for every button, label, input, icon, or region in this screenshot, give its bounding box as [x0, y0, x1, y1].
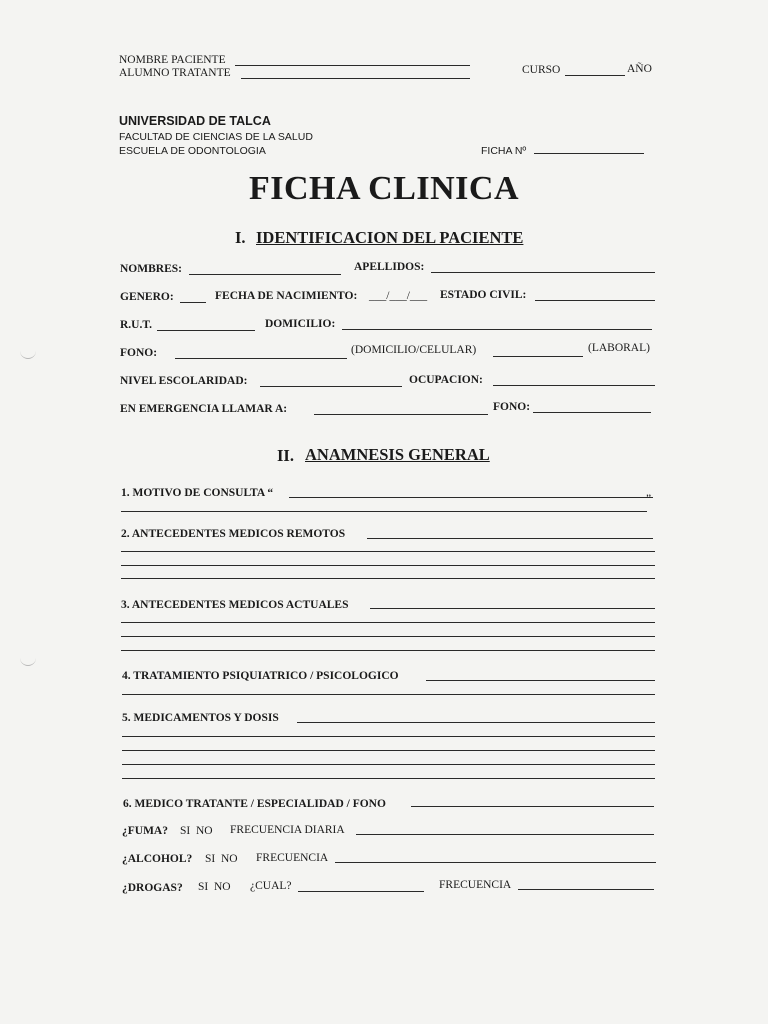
binder-hole — [20, 348, 36, 359]
medicamentos-line[interactable] — [122, 778, 655, 779]
motivo-consulta-label: 1. MOTIVO DE CONSULTA “ — [121, 487, 274, 499]
university-name: UNIVERSIDAD DE TALCA — [119, 114, 271, 128]
ficha-number-field[interactable] — [534, 153, 644, 154]
nivel-escolaridad-field[interactable] — [260, 386, 402, 387]
antecedentes-actuales-label: 3. ANTECEDENTES MEDICOS ACTUALES — [121, 599, 349, 611]
fuma-frecuencia-label: FRECUENCIA DIARIA — [230, 824, 345, 836]
motivo-consulta-line[interactable] — [121, 511, 647, 512]
page-title: FICHA CLINICA — [248, 170, 520, 207]
medicamentos-line[interactable] — [122, 736, 655, 737]
section1-title: IDENTIFICACION DEL PACIENTE — [256, 228, 524, 247]
motivo-consulta-close-quote: ” — [646, 493, 652, 505]
antecedentes-actuales-line[interactable] — [121, 622, 655, 623]
ficha-number-label: FICHA Nº — [481, 145, 527, 157]
section1-number: I. — [235, 228, 246, 247]
nombre-paciente-field[interactable] — [235, 65, 470, 66]
curso-field[interactable] — [565, 75, 625, 76]
medicamentos-field[interactable] — [297, 722, 655, 723]
genero-label: GENERO: — [120, 291, 174, 303]
alcohol-si-no[interactable]: SI NO — [205, 853, 238, 865]
drogas-frecuencia-label: FRECUENCIA — [439, 879, 512, 891]
tratamiento-psiquiatrico-line[interactable] — [122, 694, 655, 695]
apellidos-label: APELLIDOS: — [354, 261, 425, 273]
curso-label: CURSO — [522, 64, 561, 76]
medico-tratante-field[interactable] — [411, 806, 654, 807]
fono-emergencia-field[interactable] — [533, 412, 651, 413]
school-name: ESCUELA DE ODONTOLOGIA — [119, 145, 266, 157]
genero-field[interactable] — [180, 302, 206, 303]
rut-field[interactable] — [157, 330, 255, 331]
apellidos-field[interactable] — [431, 272, 655, 273]
laboral-label: (LABORAL) — [588, 342, 650, 354]
drogas-cual-field[interactable] — [298, 891, 424, 892]
antecedentes-remotos-line[interactable] — [121, 565, 655, 566]
fono-emergencia-label: FONO: — [493, 401, 531, 413]
tratamiento-psiquiatrico-label: 4. TRATAMIENTO PSIQUIATRICO / PSICOLOGICO — [122, 670, 399, 682]
estado-civil-field[interactable] — [535, 300, 655, 301]
medico-tratante-label: 6. MEDICO TRATANTE / ESPECIALIDAD / FONO — [123, 798, 386, 810]
section2-number: II. — [277, 446, 294, 465]
fuma-label: ¿FUMA? — [122, 825, 168, 837]
domicilio-label: DOMICILIO: — [265, 318, 336, 330]
fuma-si-no[interactable]: SI NO — [180, 825, 213, 837]
binder-hole — [20, 655, 36, 666]
section2-title: ANAMNESIS GENERAL — [305, 445, 490, 464]
fecha-nacimiento-field[interactable]: ___/___/___ — [369, 290, 428, 302]
antecedentes-actuales-line[interactable] — [121, 636, 655, 637]
emergencia-label: EN EMERGENCIA LLAMAR A: — [120, 403, 288, 415]
alumno-tratante-field[interactable] — [241, 78, 470, 79]
nombres-label: NOMBRES: — [120, 263, 182, 275]
nombre-paciente-label: NOMBRE PACIENTE — [119, 54, 226, 66]
emergencia-field[interactable] — [314, 414, 488, 415]
alcohol-frecuencia-label: FRECUENCIA — [256, 852, 329, 864]
fecha-nacimiento-label: FECHA DE NACIMIENTO: — [215, 290, 358, 302]
drogas-cual-label: ¿CUAL? — [250, 880, 292, 892]
drogas-si-no[interactable]: SI NO — [198, 881, 231, 893]
domicilio-celular-label: (DOMICILIO/CELULAR) — [351, 344, 477, 356]
alcohol-frecuencia-field[interactable] — [335, 862, 656, 863]
ocupacion-label: OCUPACION: — [409, 374, 483, 386]
rut-label: R.U.T. — [120, 319, 153, 331]
fuma-frecuencia-field[interactable] — [356, 834, 654, 835]
drogas-frecuencia-field[interactable] — [518, 889, 654, 890]
motivo-consulta-field[interactable] — [289, 497, 653, 498]
drogas-label: ¿DROGAS? — [122, 882, 183, 894]
antecedentes-remotos-line[interactable] — [121, 578, 655, 579]
antecedentes-remotos-line[interactable] — [121, 551, 655, 552]
fono-laboral-field[interactable] — [493, 356, 583, 357]
estado-civil-label: ESTADO CIVIL: — [440, 289, 527, 301]
nivel-escolaridad-label: NIVEL ESCOLARIDAD: — [120, 375, 248, 387]
nombres-field[interactable] — [189, 274, 341, 275]
fono-label: FONO: — [120, 347, 158, 359]
fono-domicilio-field[interactable] — [175, 358, 347, 359]
ano-label: AÑO — [627, 63, 652, 75]
medicamentos-label: 5. MEDICAMENTOS Y DOSIS — [122, 712, 279, 724]
alumno-tratante-label: ALUMNO TRATANTE — [119, 67, 231, 79]
domicilio-field[interactable] — [342, 329, 652, 330]
ocupacion-field[interactable] — [493, 385, 655, 386]
antecedentes-remotos-label: 2. ANTECEDENTES MEDICOS REMOTOS — [121, 528, 346, 540]
tratamiento-psiquiatrico-field[interactable] — [426, 680, 655, 681]
antecedentes-remotos-field[interactable] — [367, 538, 653, 539]
antecedentes-actuales-field[interactable] — [370, 608, 655, 609]
medicamentos-line[interactable] — [122, 764, 655, 765]
faculty-name: FACULTAD DE CIENCIAS DE LA SALUD — [119, 131, 313, 143]
antecedentes-actuales-line[interactable] — [121, 650, 655, 651]
medicamentos-line[interactable] — [122, 750, 655, 751]
alcohol-label: ¿ALCOHOL? — [122, 853, 193, 865]
